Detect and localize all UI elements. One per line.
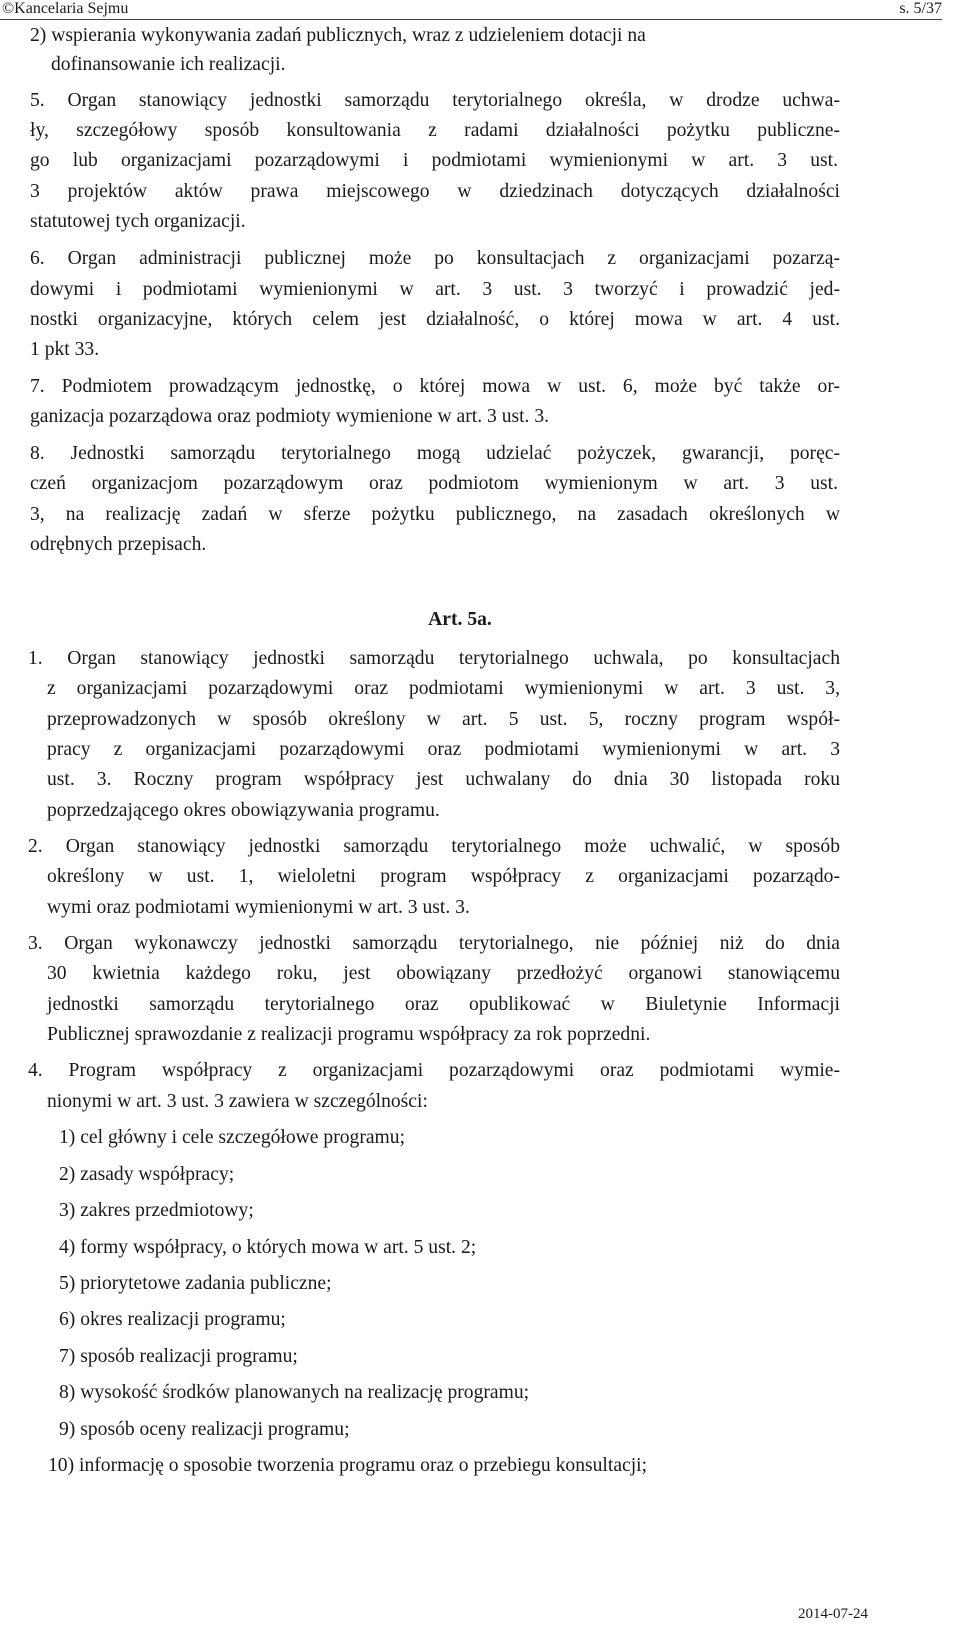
list-item: 9) sposób oceny realizacji programu; <box>59 1419 350 1440</box>
text-line: przeprowadzonych w sposób określony w art. 5 ust. 5, roczny program współ- <box>47 709 840 730</box>
text-line: z organizacjami pozarządowymi oraz podmiotami wymienionymi w art. 3 ust. 3, <box>47 678 840 699</box>
text-line: 1 pkt 33. <box>30 339 100 360</box>
text-line: 3, na realizację zadań w sferze pożytku publicznego, na zasadach określonych w <box>30 504 840 525</box>
list-item: 8) wysokość środków planowanych na realizację programu; <box>59 1382 530 1403</box>
text-line: ły, szczegółowy sposób konsultowania z radami działalności pożytku publiczne- <box>30 120 840 141</box>
header-divider <box>0 19 942 20</box>
text-line: czeń organizacjom pozarządowym oraz podmiotom wymienionym w art. 3 ust. <box>30 473 838 494</box>
article-heading: Art. 5a. <box>428 609 492 630</box>
text-line: 5. Organ stanowiący jednostki samorządu terytorialnego określa, w drodze uchwa- <box>30 90 840 111</box>
text-line: 3 projektów aktów prawa miejscowego w dziedzinach dotyczących działalności <box>30 181 840 202</box>
list-item: 2) zasady współpracy; <box>59 1164 235 1185</box>
list-item: 10) informację o sposobie tworzenia programu oraz o przebiegu konsultacji; <box>48 1455 648 1476</box>
text-line: 1. Organ stanowiący jednostki samorządu terytorialnego uchwala, po konsultacjach <box>28 648 840 669</box>
text-line: wymi oraz podmiotami wymienionymi w art. 3 ust. 3. <box>47 897 470 918</box>
text-line: pracy z organizacjami pozarządowymi oraz podmiotami wymienionymi w art. 3 <box>47 739 840 760</box>
list-item: 5) priorytetowe zadania publiczne; <box>59 1273 332 1294</box>
text-line: 6. Organ administracji publicznej może po konsultacjach z organizacjami pozarzą- <box>30 248 840 269</box>
text-line: ust. 3. Roczny program współpracy jest uchwalany do dnia 30 listopada roku <box>47 769 840 790</box>
text-line: określony w ust. 1, wieloletni program współpracy z organizacjami pozarządo- <box>47 866 840 887</box>
text-line: 2) wspierania wykonywania zadań publicznych, wraz z udzieleniem dotacji na <box>30 25 646 46</box>
text-line: ganizacja pozarządowa oraz podmioty wymienione w art. 3 ust. 3. <box>30 406 550 427</box>
text-line: dowymi i podmiotami wymienionymi w art. 3 ust. 3 tworzyć i prowadzić jed- <box>30 279 840 300</box>
document-date: 2014-07-24 <box>798 1606 868 1622</box>
list-item: 6) okres realizacji programu; <box>59 1309 286 1330</box>
page-number: s. 5/37 <box>899 0 942 17</box>
text-line: dofinansowanie ich realizacji. <box>51 54 286 75</box>
text-line: 3. Organ wykonawczy jednostki samorządu terytorialnego, nie później niż do dnia <box>28 933 840 954</box>
text-line: 8. Jednostki samorządu terytorialnego mogą udzielać pożyczek, gwarancji, poręc- <box>30 443 840 464</box>
text-line: Publicznej sprawozdanie z realizacji programu współpracy za rok poprzedni. <box>47 1024 651 1045</box>
text-line: 4. Program współpracy z organizacjami pozarządowymi oraz podmiotami wymie- <box>28 1060 840 1081</box>
page-header <box>0 0 960 20</box>
text-line: statutowej tych organizacji. <box>30 211 246 232</box>
text-line: jednostki samorządu terytorialnego oraz opublikować w Biuletynie Informacji <box>47 994 840 1015</box>
publisher-label: ©Kancelaria Sejmu <box>2 0 129 17</box>
list-item: 1) cel główny i cele szczegółowe programu; <box>59 1127 406 1148</box>
text-line: 2. Organ stanowiący jednostki samorządu terytorialnego może uchwalić, w sposób <box>28 836 840 857</box>
list-item: 4) formy współpracy, o których mowa w art. 5 ust. 2; <box>59 1237 477 1258</box>
text-line: poprzedzającego okres obowiązywania programu. <box>47 800 440 821</box>
list-item: 3) zakres przedmiotowy; <box>59 1200 254 1221</box>
list-item: 7) sposób realizacji programu; <box>59 1346 298 1367</box>
text-line: nostki organizacyjne, których celem jest działalność, o której mowa w art. 4 ust. <box>30 309 840 330</box>
text-line: 30 kwietnia każdego roku, jest obowiązany przedłożyć organowi stanowiącemu <box>47 963 840 984</box>
text-line: go lub organizacjami pozarządowymi i podmiotami wymienionymi w art. 3 ust. <box>30 150 838 171</box>
text-line: nionymi w art. 3 ust. 3 zawiera w szczególności: <box>47 1091 428 1112</box>
text-line: 7. Podmiotem prowadzącym jednostkę, o której mowa w ust. 6, może być także or- <box>30 376 840 397</box>
text-line: odrębnych przepisach. <box>30 534 207 555</box>
